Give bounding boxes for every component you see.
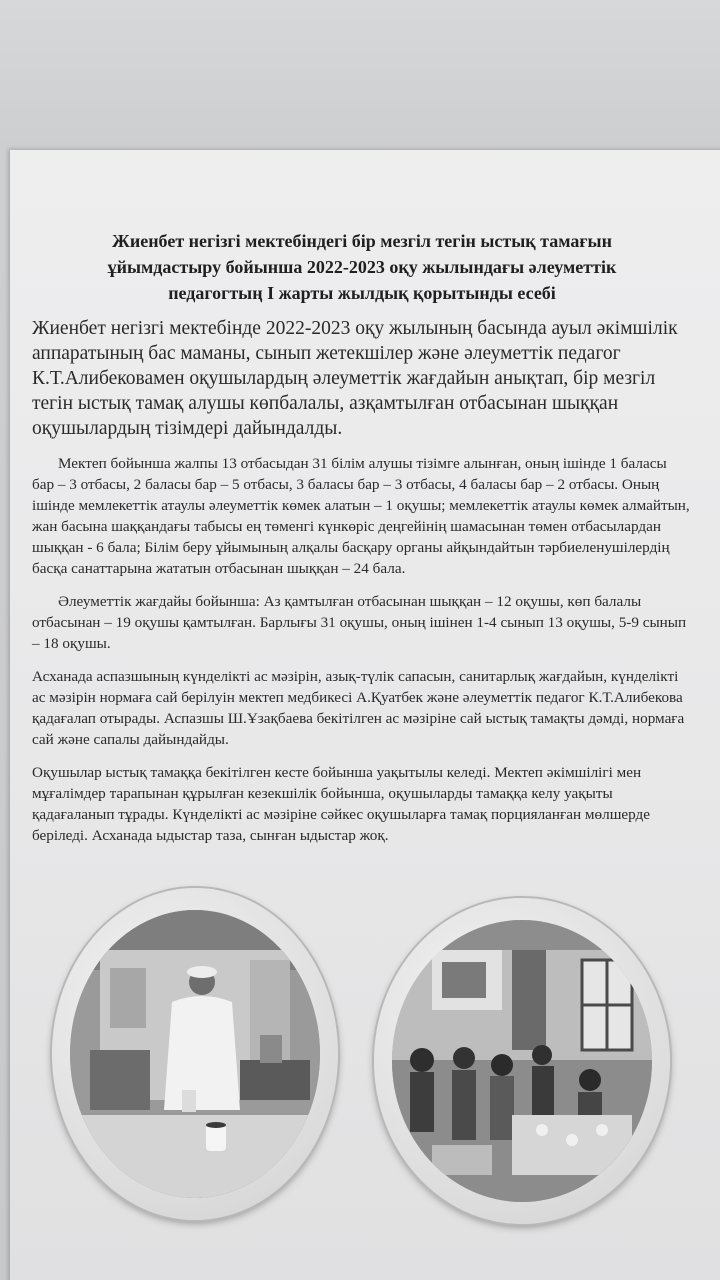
intro-paragraph: Жиенбет негізгі мектебінде 2022-2023 оқу жылының басында ауыл әкімшілік аппаратының бас маманы, сынып жетекшілер және әлеуметтік педагог К.Т.Алибековамен оқушылардың әлеуметтік жағдайын анықтап, бір мезгіл тегін ыстық тамақ алушы көпбалалы, азқамтылған отбасынан шыққан оқушылардың тізімдері дайындалды. [32, 318, 678, 439]
photo-frame-dining [374, 898, 670, 1224]
photo-cook-in-kitchen [70, 910, 320, 1198]
paragraph-family-counts: Мектеп бойынша жалпы 13 отбасыдан 31 білім алушы тізімге алынған, оның ішінде 1 баласы бар – 3 отбасы, 2 баласы бар – 5 отбасы, 3 баласы бар – 3 отбасы, 4 баласы бар – 2 отбасы. Оның ішінде мемлекеттік атаулы әлеуметтік көмек алатын – 1 оқушы; мемлекеттік атаулы көмек алмайтын, жан басына шаққандағы табысы ең төменгі күнкөріс деңгейінің шамасынан төмен отбасылардан шыққан - 6 бала; Білім беру ұйымының алқалы басқару органы айқындайтын тәрбиеленушілердің басқа санаттарына жататын отбасынан шыққан – 24 бала. [32, 455, 690, 577]
background-surface [0, 0, 720, 150]
paragraph-meal-schedule: Оқушылар ыстық тамаққа бекітілген кесте бойынша уақытылы келеді. Мектеп әкімшілігі мен мұғалімдер тарапынан құрылған кезекшілік бойынша, оқушыларды тамаққа келу уақыты қадағаланып тұрады. Күнделікті ас мәзіріне сәйкес оқушыларға тамақ порцияланған мөлшерде беріледі. Асханада ыдыстар таза, сынған ыдыстар жоқ. [32, 764, 651, 844]
document-body [32, 228, 692, 858]
cook-photo-graphic [70, 910, 320, 1198]
dining-photo-graphic [392, 920, 652, 1202]
photo-frame-cook [52, 888, 338, 1220]
paragraph-kitchen-control: Асханада аспазшының күнделікті ас мәзірін, азық-түлік сапасын, санитарлық жағдайын, күнделікті ас мәзірін нормаға сай берілуін мектеп медбикесі А.Қуатбек және әлеуметтік педагог К.Т.Алибекова қадағалап отырады. Аспазшы Ш.Ұзақбаева бекітілген ас мәзіріне сай ыстық тамақты дәмді, нормаға сай және сапалы дайындайды. [32, 668, 685, 748]
photo-students-dining [392, 920, 652, 1202]
paragraph-social-status: Әлеуметтік жағдайы бойынша: Аз қамтылған отбасынан шыққан – 12 оқушы, көп балалы отбасынан – 19 оқушы қамтылған. Барлығы 31 оқушы, оның ішінен 1-4 сынып 13 оқушы, 5-9 сынып – 18 оқушы. [32, 593, 687, 652]
document-title: Жиенбет негізгі мектебіндегі бір мезгіл тегін ыстық тамағын ұйымдастыру бойынша 2022-2023 оқу жылындағы әлеуметтік педагогтың I жарты жылдық қорытынды есебі [107, 231, 617, 303]
